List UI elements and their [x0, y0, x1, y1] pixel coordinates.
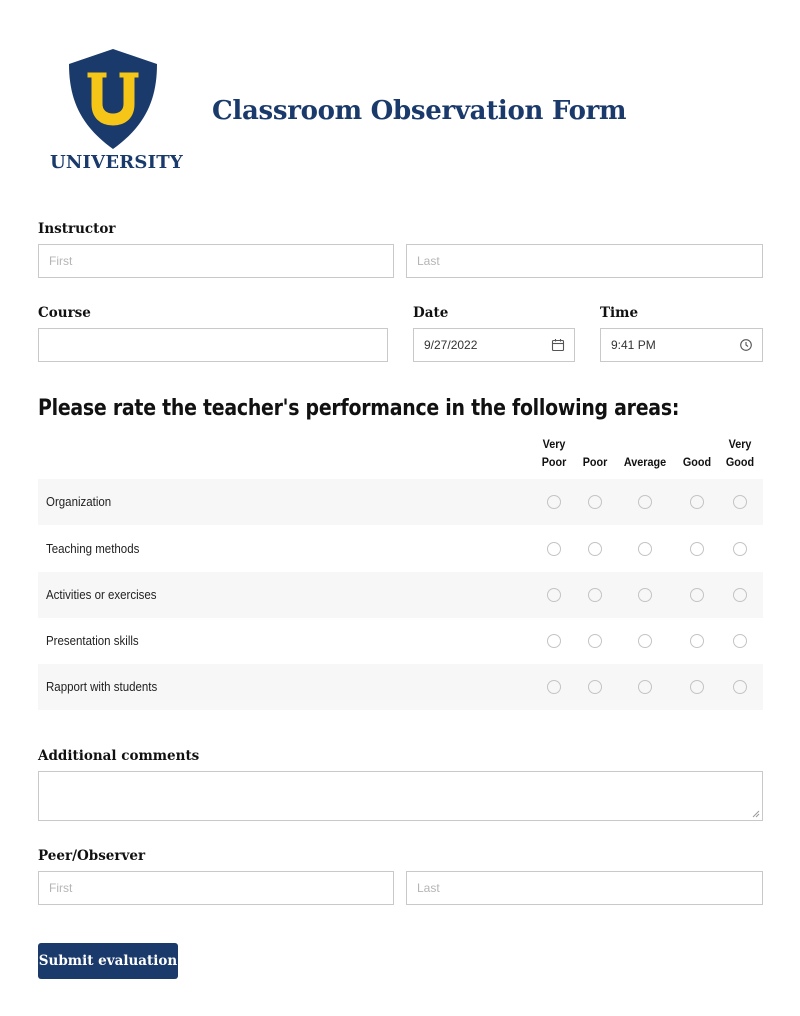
clock-icon[interactable]: [739, 338, 753, 352]
course-input[interactable]: [38, 328, 388, 362]
date-label: Date: [413, 305, 449, 321]
rating-radio[interactable]: [547, 680, 561, 694]
comments-textarea[interactable]: [38, 771, 763, 821]
rating-radio[interactable]: [588, 634, 602, 648]
rating-radio[interactable]: [638, 588, 652, 602]
submit-button[interactable]: Submit evaluation: [38, 943, 178, 979]
course-label: Course: [38, 305, 91, 321]
rating-radio[interactable]: [733, 634, 747, 648]
rating-radio[interactable]: [690, 495, 704, 509]
rating-radio[interactable]: [733, 495, 747, 509]
rating-radio[interactable]: [588, 680, 602, 694]
rating-row: [38, 618, 763, 664]
rating-radio[interactable]: [547, 495, 561, 509]
rating-radio[interactable]: [690, 680, 704, 694]
rating-radio[interactable]: [588, 495, 602, 509]
column-header-line: Poor: [582, 455, 608, 469]
rating-row-label: Presentation skills: [46, 634, 139, 648]
rating-column-header: [620, 435, 670, 471]
rating-row: [38, 479, 763, 525]
rating-radio[interactable]: [547, 634, 561, 648]
column-header-line: Good: [682, 455, 712, 469]
rating-radio[interactable]: [638, 542, 652, 556]
comments-label: Additional comments: [38, 748, 200, 764]
rating-row: [38, 664, 763, 710]
calendar-icon[interactable]: [551, 338, 565, 352]
date-input[interactable]: [413, 328, 575, 362]
rating-radio[interactable]: [733, 680, 747, 694]
column-header-line: Good: [725, 455, 755, 469]
rating-radio[interactable]: [690, 588, 704, 602]
shield-logo-icon: [67, 48, 159, 150]
observer-first-input[interactable]: [38, 871, 394, 905]
resize-grip-icon[interactable]: [752, 810, 760, 818]
rating-row-label: Rapport with students: [46, 680, 158, 694]
time-label: Time: [600, 305, 639, 321]
rating-row: [38, 526, 763, 572]
rating-radio[interactable]: [733, 588, 747, 602]
rating-radio[interactable]: [547, 588, 561, 602]
time-input[interactable]: [600, 328, 763, 362]
rating-radio[interactable]: [547, 542, 561, 556]
rating-radio[interactable]: [638, 680, 652, 694]
rating-radio[interactable]: [588, 588, 602, 602]
rating-row-label: Activities or exercises: [46, 588, 157, 602]
rating-radio[interactable]: [588, 542, 602, 556]
column-header-line: Very: [728, 437, 752, 451]
rating-radio[interactable]: [733, 542, 747, 556]
observer-last-input[interactable]: [406, 871, 763, 905]
logo-text: UNIVERSITY: [50, 152, 183, 173]
rating-heading: Please rate the teacher's performance in the following areas:: [38, 396, 680, 421]
instructor-last-input[interactable]: [406, 244, 763, 278]
rating-radio[interactable]: [638, 634, 652, 648]
column-header-line: Very: [542, 437, 566, 451]
rating-radio[interactable]: [638, 495, 652, 509]
time-value: 9:41 PM: [611, 338, 656, 352]
page-title: Classroom Observation Form: [212, 96, 627, 126]
observer-label: Peer/Observer: [38, 848, 146, 864]
date-value: 9/27/2022: [424, 338, 478, 352]
university-logo: [50, 48, 183, 178]
column-header-line: Poor: [541, 455, 567, 469]
instructor-label: Instructor: [38, 221, 116, 237]
rating-row: [38, 572, 763, 618]
instructor-first-input[interactable]: [38, 244, 394, 278]
rating-radio[interactable]: [690, 634, 704, 648]
rating-row-label: Organization: [46, 495, 112, 509]
rating-radio[interactable]: [690, 542, 704, 556]
column-header-line: [570, 435, 620, 453]
rating-column-header: [715, 435, 765, 471]
column-header-line: [620, 435, 670, 453]
rating-row-label: Teaching methods: [46, 542, 140, 556]
column-header-line: Average: [623, 455, 667, 469]
rating-column-header: [570, 435, 620, 471]
